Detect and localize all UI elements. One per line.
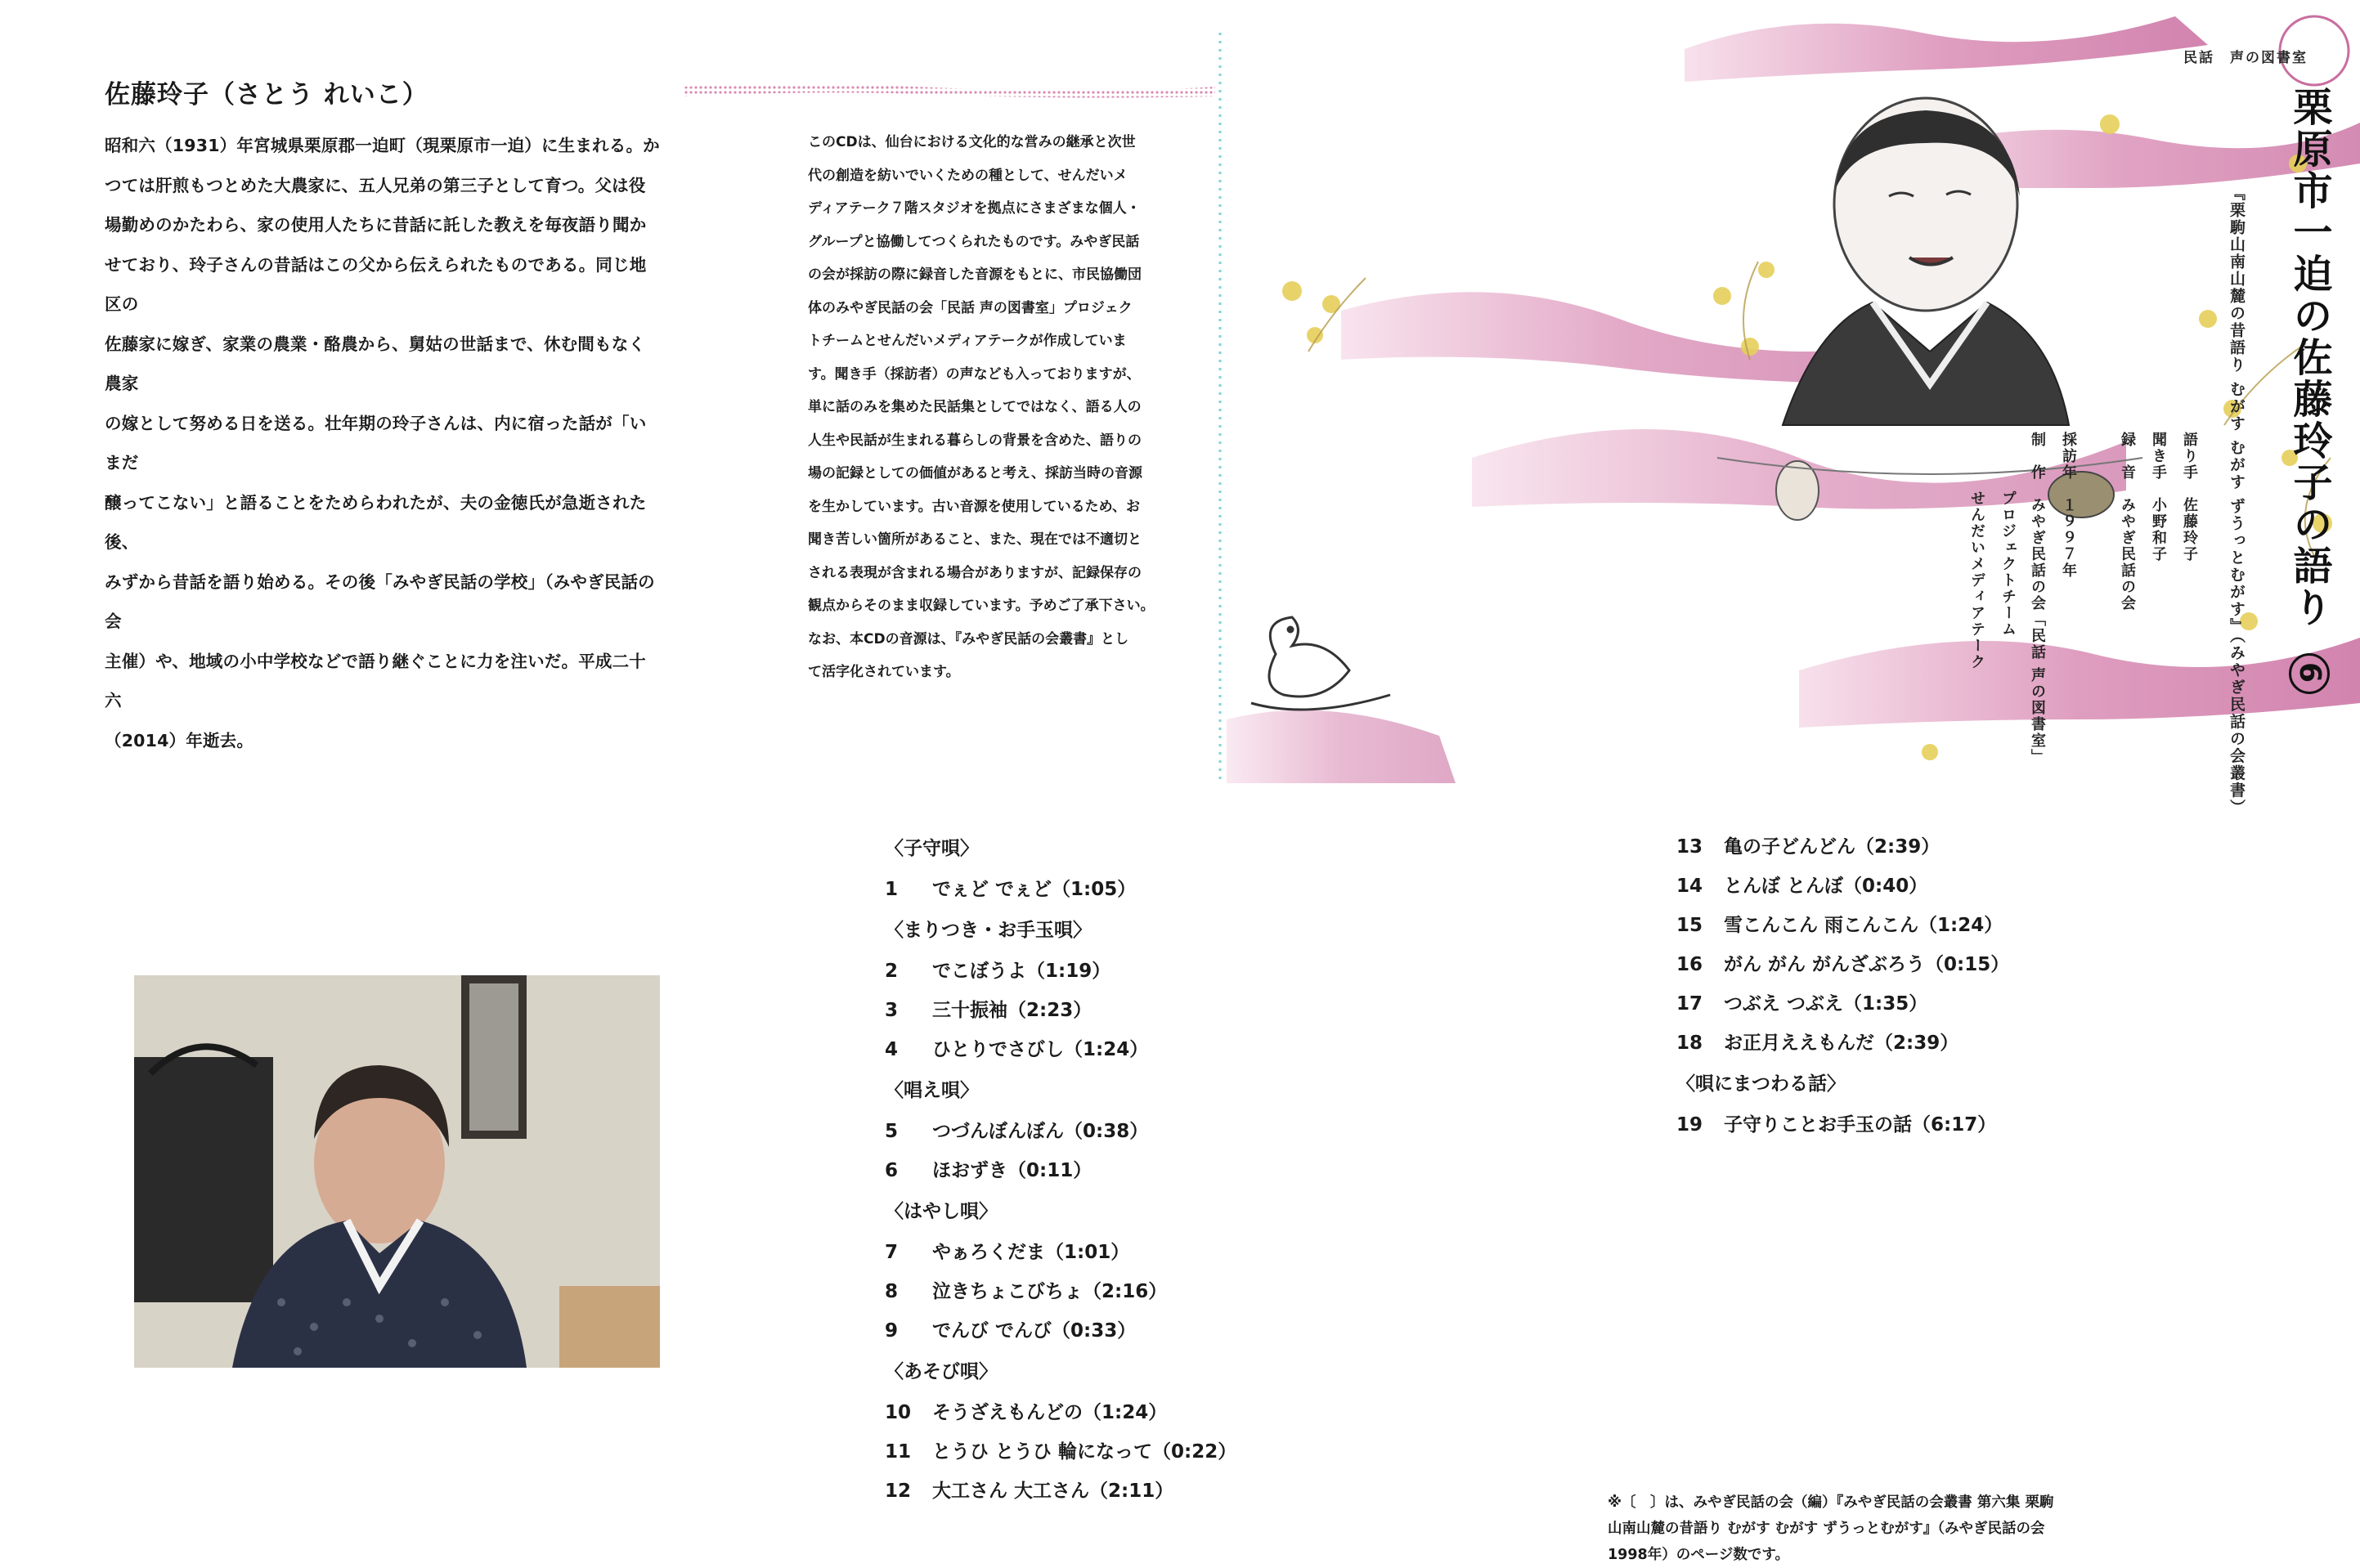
track-row — [885, 870, 1236, 909]
track-row — [1676, 1105, 2009, 1145]
track-group-label: 〈唄にまつわる話〉 — [1676, 1073, 1846, 1095]
track-row — [885, 1112, 1236, 1151]
bio-line: みずから昔話を語り始める。その後「みやぎ民話の学校」（みやぎ民話の会 — [105, 571, 655, 631]
track-number: 8 — [885, 1281, 899, 1302]
bio-body — [105, 126, 661, 760]
track-group-label: 〈あそび唄〉 — [885, 1361, 998, 1382]
track-number: 18 — [1676, 1033, 1703, 1054]
track-group-label: 〈はやし唄〉 — [885, 1201, 998, 1222]
bio-line: 昭和六（1931）年宮城県栗原郡一迫町（現栗原市一迫）に生まれる。か — [105, 136, 660, 155]
track-title: 大工さん 大工さん（2:11） — [932, 1481, 1174, 1502]
credit-production: 制 作 みやぎ民話の会「民話 声の図書室」 — [2029, 432, 2046, 766]
track-number: 1 — [885, 879, 899, 900]
track-number: 3 — [885, 1000, 899, 1021]
track-title: ほおずき（0:11） — [932, 1160, 1093, 1181]
credit-year: 採訪年 １９９７年 — [2060, 432, 2077, 579]
dotted-ribbon-decoration — [684, 80, 1215, 101]
about-line: 人生や民話が生まれる暮らしの背景を含めた、語りの — [808, 432, 1142, 449]
cover-title-text: 栗原市一迫の佐藤玲子の語り — [2286, 87, 2332, 629]
track-title: でぇど でぇど（1:05） — [932, 879, 1137, 900]
track-number: 2 — [885, 961, 899, 982]
track-number: 5 — [885, 1121, 899, 1142]
bio-line: つては肝煎もつとめた大農家に、五人兄弟の第三子として育つ。父は役 — [105, 175, 646, 195]
about-line: このCDは、仙台における文化的な営みの継承と次世 — [808, 134, 1136, 150]
footnote: ※〔 〕は、みやぎ民話の会（編）『みやぎ民話の会叢書 第六集 栗駒山南山麓の昔語り むがす むがす ずうっとむがす』（みやぎ民話の会 1998年）のページ数です。 — [1608, 1494, 2060, 1563]
track-row — [1676, 984, 2009, 1024]
track-number: 9 — [885, 1320, 899, 1342]
track-row — [885, 991, 1236, 1030]
about-line: す。聞き手（採訪者）の声なども入っておりますが、 — [808, 365, 1141, 383]
track-list-b — [1676, 827, 2009, 1145]
track-title: とうひ とうひ 輪になって（0:22） — [932, 1441, 1237, 1463]
credit-narrator: 語り手 佐藤玲子 — [2181, 432, 2198, 562]
bio-line: （2014）年逝去。 — [105, 730, 254, 750]
bio-line: 主催）や、地域の小中学校などで語り継ぐことに力を注いだ。平成二十六 — [105, 651, 646, 710]
fold-divider — [1215, 33, 1225, 785]
track-number: 12 — [885, 1481, 912, 1502]
track-number: 7 — [885, 1242, 899, 1263]
track-row — [885, 1030, 1236, 1069]
cover-panel — [1227, 0, 2360, 783]
track-row — [1676, 906, 2009, 945]
track-row — [885, 1233, 1236, 1272]
track-group-label: 〈まりつき・お手玉唄〉 — [885, 920, 1092, 941]
track-number: 11 — [885, 1441, 912, 1463]
track-list-a — [885, 827, 1236, 1511]
track-number: 19 — [1676, 1114, 1703, 1136]
bio-line: の嫁として努める日を送る。壮年期の玲子さんは、内に宿った話が「いまだ — [105, 413, 647, 473]
about-line: の会が採訪の際に録音した音源をもとに、市民協働団 — [808, 267, 1142, 283]
track-title: やぁろくだま（1:01） — [932, 1242, 1130, 1263]
about-line: グループと協働してつくられたものです。みやぎ民話 — [808, 233, 1140, 250]
about-line: 代の創造を紡いでいくための種として、せんだいメ — [808, 167, 1128, 184]
track-title: お正月ええもんだ（2:39） — [1724, 1033, 1959, 1054]
credit-interviewer: 聞き手 小野和子 — [2150, 432, 2167, 562]
about-line: 単に話のみを集めた民話集としてではなく、語る人の — [808, 399, 1142, 415]
track-row — [885, 1472, 1236, 1511]
volume-badge: 6 — [2289, 653, 2330, 694]
credit-production-team: プロジェクトチーム — [1999, 491, 2017, 638]
track-title: 雪こんこん 雨こんこん（1:24） — [1724, 915, 2003, 936]
credit-production-org: せんだいメディアテーク — [1968, 491, 1985, 670]
bio-line: 佐藤家に嫁ぎ、家業の農業・酪農から、舅姑の世話まで、休む間もなく農家 — [105, 334, 646, 393]
track-row — [885, 1432, 1236, 1472]
track-title: がん がん がんざぶろう（0:15） — [1724, 954, 2010, 975]
about-line: 観点からそのまま収録しています。予めご了承下さい。 — [808, 598, 1155, 614]
track-row — [885, 1272, 1236, 1311]
track-group-label: 〈唱え唄〉 — [885, 1080, 979, 1101]
track-row — [885, 1311, 1236, 1351]
about-line: 聞き苦しい箇所があること、また、現在では不適切と — [808, 531, 1142, 548]
track-number: 15 — [1676, 915, 1703, 936]
track-number: 10 — [885, 1402, 912, 1423]
track-title: つづんぼんぼん（0:38） — [932, 1121, 1149, 1142]
cover-title — [2281, 87, 2338, 694]
track-number: 16 — [1676, 954, 1703, 975]
about-line: て活字化されています。 — [808, 664, 960, 680]
track-title: 三十振袖（2:23） — [932, 1000, 1093, 1021]
track-title: とんぼ とんぼ（0:40） — [1724, 876, 1928, 897]
track-group-label: 〈子守唄〉 — [885, 838, 979, 859]
track-row — [1676, 867, 2009, 906]
track-number: 17 — [1676, 993, 1703, 1015]
track-number: 6 — [885, 1160, 899, 1181]
track-title: つぶえ つぶえ（1:35） — [1724, 993, 1928, 1015]
credit-recording: 録 音 みやぎ民話の会 — [2119, 432, 2136, 612]
about-line: なお、本CDの音源は、『みやぎ民話の会叢書』とし — [808, 630, 1129, 647]
track-title: でんび でんび（0:33） — [932, 1320, 1137, 1342]
cover-illustration — [1227, 0, 2360, 783]
about-line: される表現が含まれる場合がありますが、記録保存の — [808, 564, 1142, 581]
about-line: 場の記録としての価値があると考え、採訪当時の音源 — [808, 465, 1143, 482]
track-row — [1676, 945, 2009, 984]
track-row — [1676, 827, 2009, 867]
source-book-title: 『栗駒山南山麓の昔語り むがす むがす ずうっとむがす』（みやぎ民話の会叢書） — [2228, 185, 2246, 817]
bird-sketch-icon — [1251, 617, 1390, 710]
bio-line: 場勤めのかたわら、家の使用人たちに昔話に託した教えを毎夜語り聞か — [105, 215, 647, 235]
about-line: 体のみやぎ民話の会「民話 声の図書室」プロジェク — [808, 299, 1133, 316]
track-row — [885, 1151, 1236, 1190]
track-title: 泣きちょこびちょ（2:16） — [932, 1281, 1168, 1302]
series-label: 民話 声の図書室 — [2183, 50, 2308, 66]
storyteller-photo — [134, 975, 660, 1368]
track-title: そうざえもんどの（1:24） — [932, 1402, 1168, 1423]
track-row — [1676, 1024, 2009, 1063]
track-row — [885, 1393, 1236, 1432]
track-title: ひとりでさびし（1:24） — [932, 1039, 1149, 1060]
track-number: 13 — [1676, 836, 1703, 858]
about-text — [808, 126, 1200, 689]
about-line: を生かしています。古い音源を使用しているため、お — [808, 498, 1140, 515]
bio-line: 醸ってこない」と語ることをためらわれたが、夫の金徳氏が急逝された後、 — [105, 492, 647, 552]
bio-line: せており、玲子さんの昔話はこの父から伝えられたものである。同じ地区の — [105, 254, 647, 314]
about-line: ディアテーク７階スタジオを拠点にさまざまな個人・ — [808, 200, 1141, 217]
track-title: 子守りことお手玉の話（6:17） — [1724, 1114, 1997, 1136]
bio-heading: 佐藤玲子（さとう れいこ） — [105, 80, 428, 110]
track-number: 14 — [1676, 876, 1703, 897]
track-row — [885, 952, 1236, 991]
about-line: トチームとせんだいメディアテークが作成していま — [808, 333, 1127, 349]
track-title: 亀の子どんどん（2:39） — [1724, 836, 1940, 858]
track-title: でこぼうよ（1:19） — [932, 961, 1111, 982]
track-number: 4 — [885, 1039, 899, 1060]
